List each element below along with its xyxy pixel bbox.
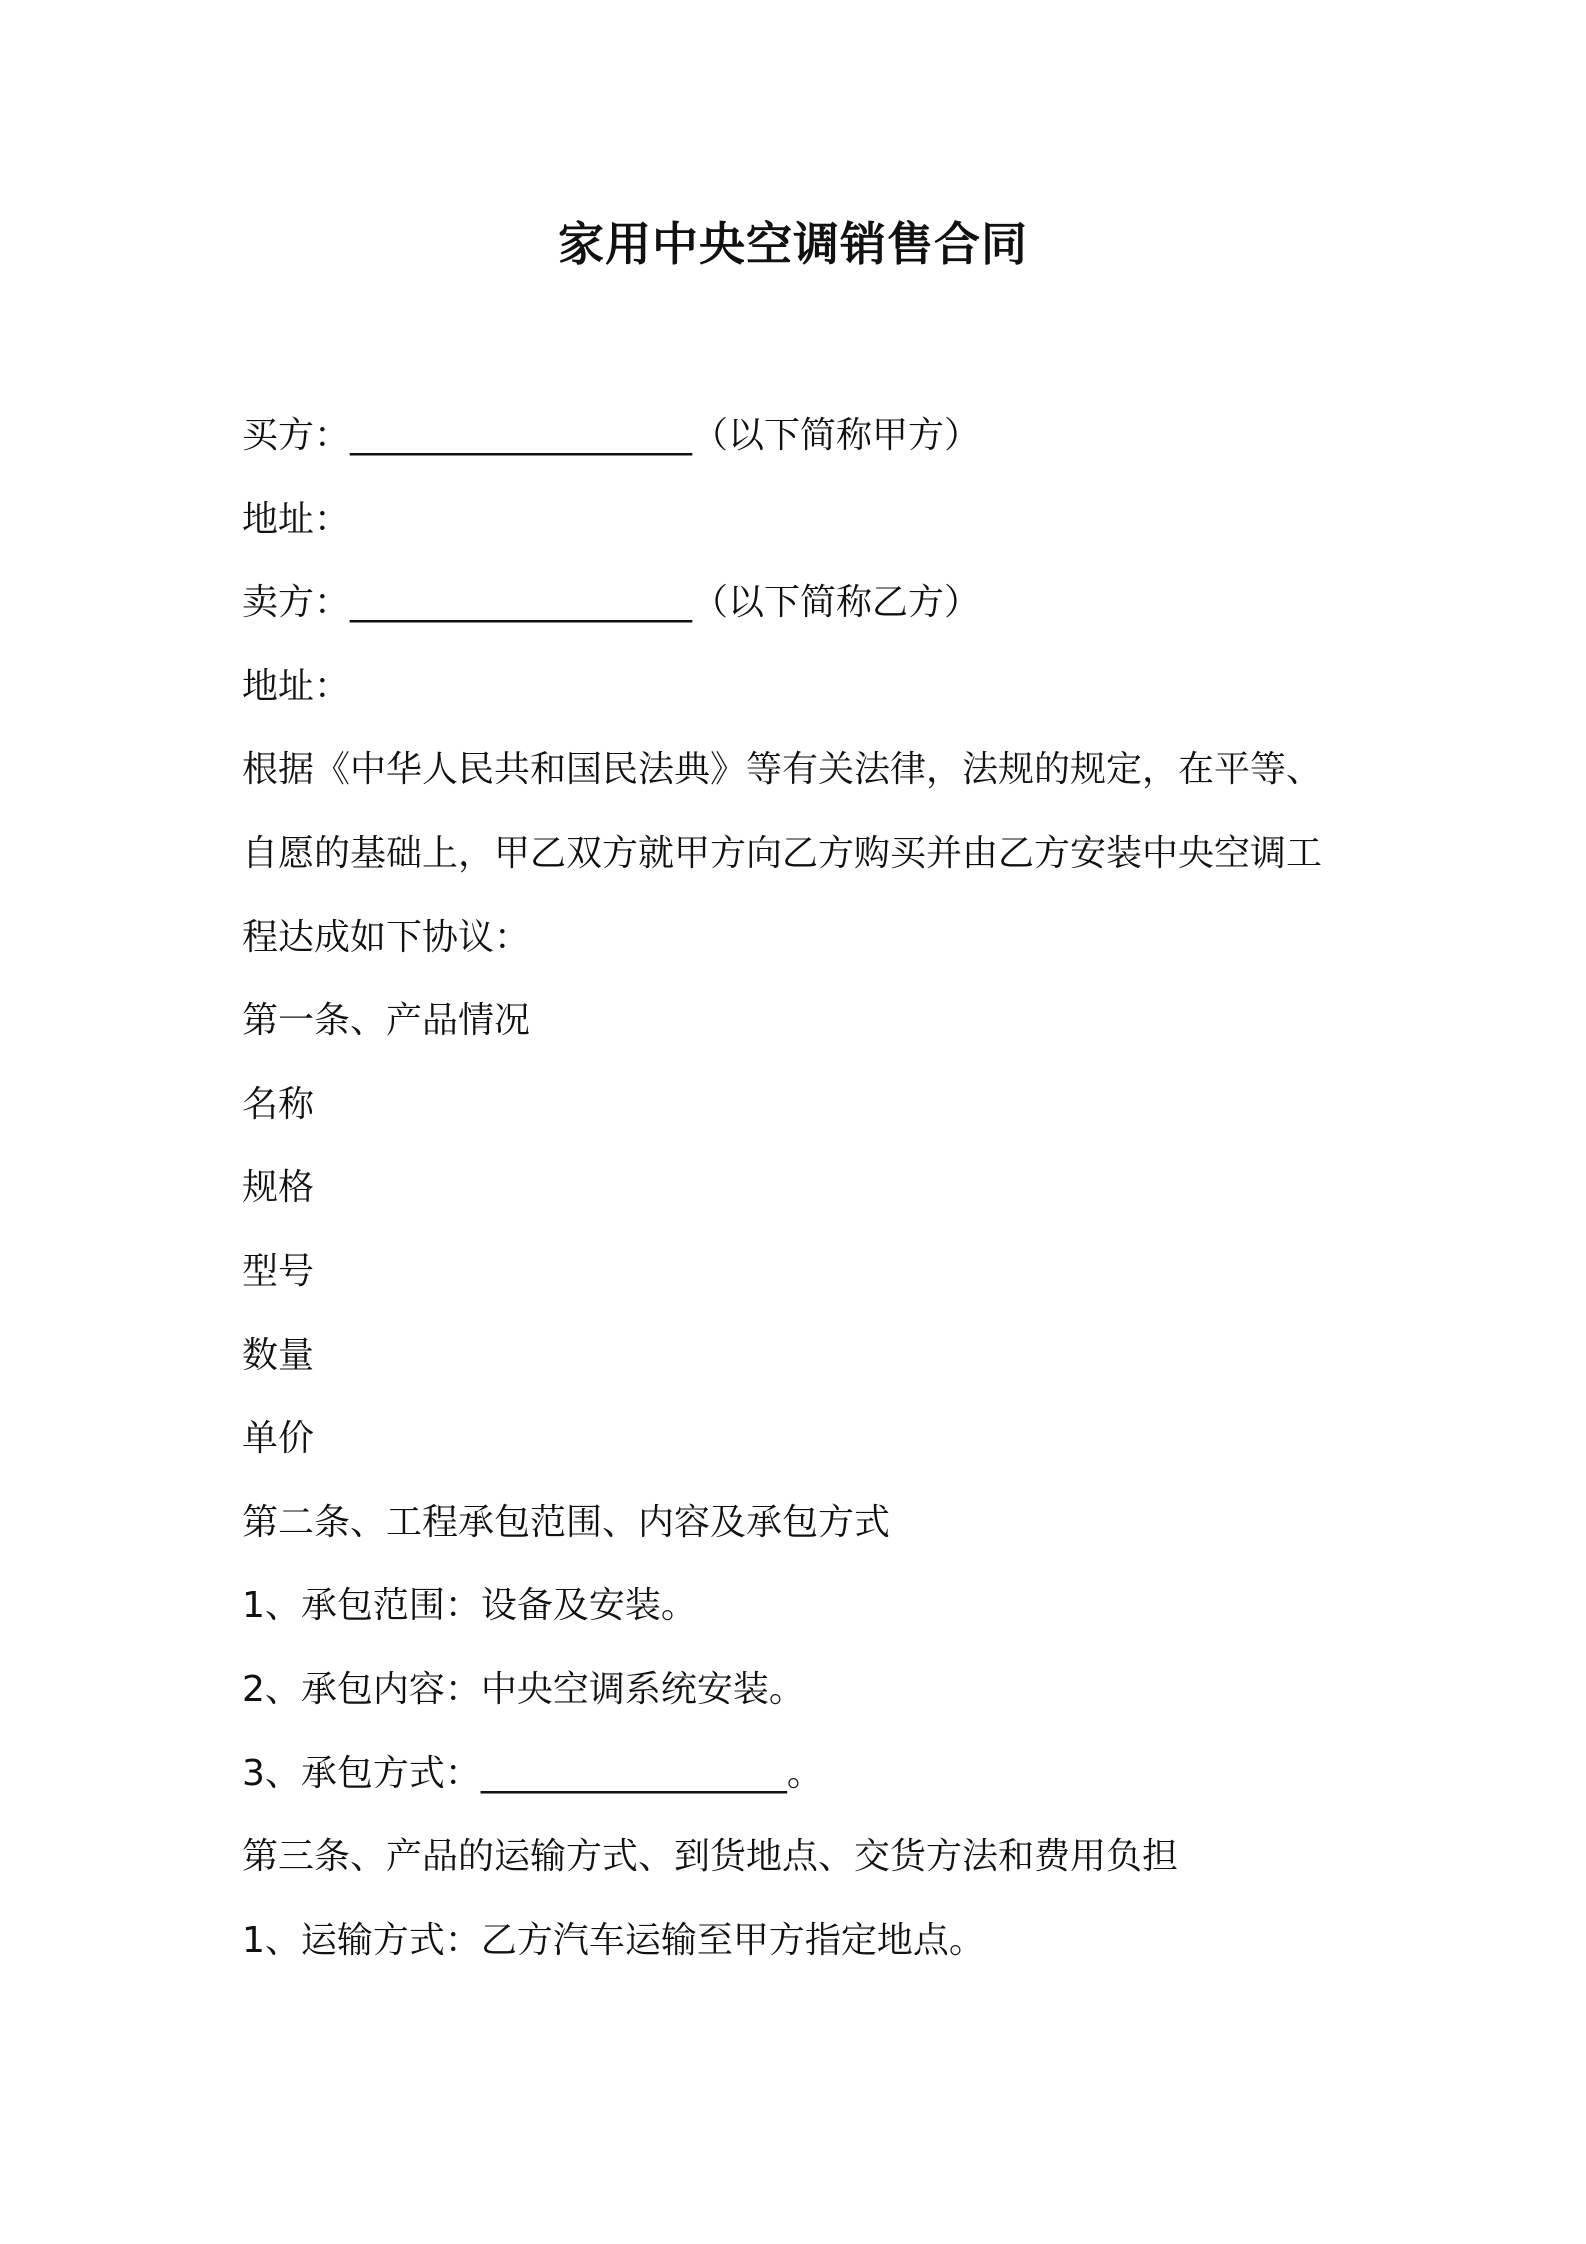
product-spec-label: 规格	[242, 1167, 315, 1209]
article-2-heading: 第二条、工程承包范围、内容及承包方式	[242, 1501, 891, 1543]
product-quantity-label: 数量	[242, 1334, 315, 1376]
product-name-label: 名称	[242, 1083, 315, 1125]
buyer-address-line: 地址：	[242, 498, 351, 540]
product-unit-price-label: 单价	[242, 1418, 315, 1460]
contract-content-line: 2、承包内容：中央空调系统安装。	[242, 1668, 805, 1710]
product-model-label: 型号	[242, 1250, 315, 1292]
article-3-heading: 第三条、产品的运输方式、到货地点、交货方法和费用负担	[242, 1836, 1179, 1878]
document-body	[242, 404, 1382, 1992]
preamble-line-2: 自愿的基础上，甲乙双方就甲方向乙方购买并由乙方安装中央空调工	[242, 832, 1323, 874]
preamble-line-3: 程达成如下协议：	[242, 916, 531, 958]
contract-scope-line: 1、承包范围：设备及安装。	[242, 1585, 697, 1627]
preamble-line-1: 根据《中华人民共和国民法典》等有关法律，法规的规定，在平等、	[242, 749, 1323, 791]
transport-method-line: 1、运输方式：乙方汽车运输至甲方指定地点。	[242, 1919, 985, 1961]
document-title: 家用中央空调销售合同	[558, 217, 1028, 271]
buyer-line: 买方：___________________（以下简称甲方）	[242, 415, 981, 456]
seller-line: 卖方：___________________（以下简称乙方）	[242, 582, 981, 624]
contract-method-line: 3、承包方式：_________________。	[242, 1752, 823, 1794]
article-1-heading: 第一条、产品情况	[242, 1000, 531, 1042]
seller-address-line: 地址：	[242, 665, 351, 707]
